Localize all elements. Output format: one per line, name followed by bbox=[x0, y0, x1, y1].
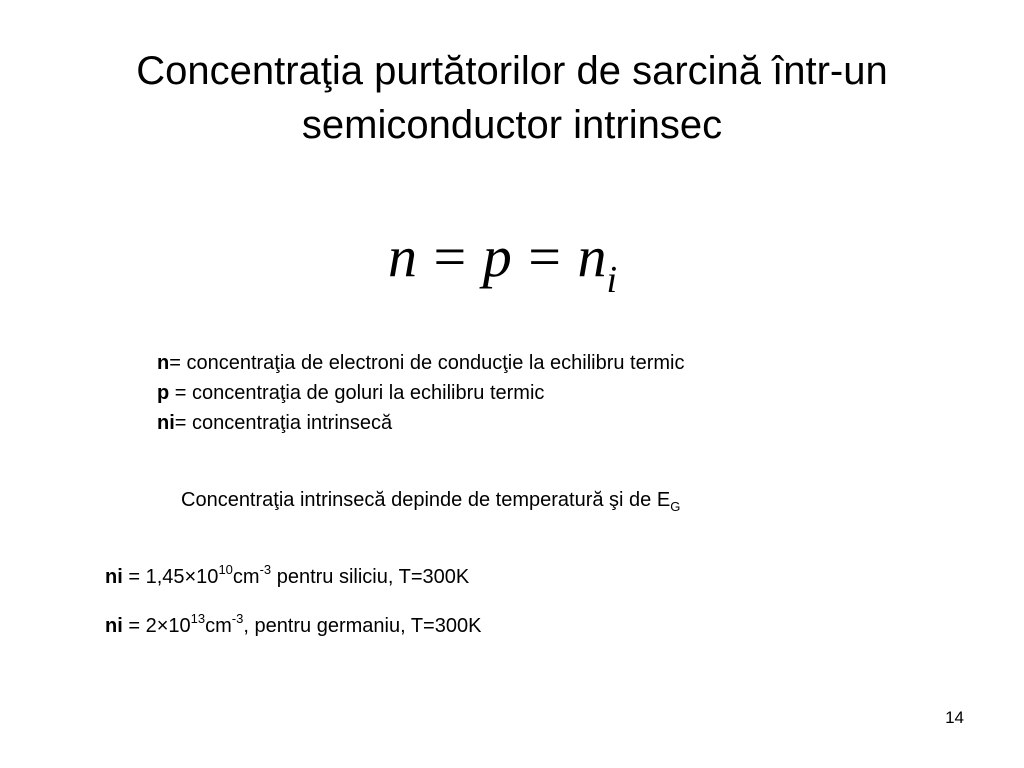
definition-symbol: ni bbox=[157, 412, 175, 434]
value-symbol: ni bbox=[105, 615, 123, 637]
slide-title-line-2: semiconductor intrinsec bbox=[301, 103, 723, 147]
value-suffix: pentru siliciu, T=300K bbox=[271, 566, 470, 588]
slide-title-line-1: Concentraţia purtătorilor de sarcină într-un bbox=[136, 49, 888, 93]
value-unit-exponent: -3 bbox=[259, 562, 272, 577]
definition-symbol: p bbox=[157, 382, 170, 404]
definition-ni bbox=[157, 408, 685, 438]
value-prefix: = 1,45×10 bbox=[122, 566, 219, 588]
main-formula bbox=[388, 222, 688, 302]
value-unit-exponent: -3 bbox=[231, 611, 244, 626]
value-silicon bbox=[105, 563, 481, 593]
values-list bbox=[105, 563, 481, 661]
formula-n: n bbox=[388, 224, 417, 289]
definition-p bbox=[157, 378, 685, 408]
value-symbol: ni bbox=[105, 566, 123, 588]
page-number: 14 bbox=[945, 708, 964, 727]
dependence-subscript: G bbox=[670, 499, 681, 514]
dependence-statement bbox=[181, 486, 680, 516]
formula-p: p bbox=[482, 224, 512, 289]
slide-title bbox=[40, 44, 984, 152]
formula-ni-subscript: i bbox=[606, 259, 617, 301]
value-unit: cm bbox=[232, 566, 260, 588]
definition-text: = concentraţia intrinsecă bbox=[174, 412, 393, 434]
value-exponent: 10 bbox=[218, 562, 233, 577]
formula-equals-1: = bbox=[433, 224, 467, 289]
definition-text: = concentraţia de goluri la echilibru termic bbox=[169, 382, 545, 404]
value-exponent: 13 bbox=[190, 611, 206, 626]
value-suffix: , pentru germaniu, T=300K bbox=[243, 615, 482, 637]
dependence-text: Concentraţia intrinsecă depinde de temperatură şi de E bbox=[181, 489, 671, 511]
formula-equals-2: = bbox=[528, 224, 561, 289]
definition-text: = concentraţia de electroni de conducţie la echilibru termic bbox=[169, 352, 685, 374]
definitions-list bbox=[157, 348, 685, 438]
value-prefix: = 2×10 bbox=[122, 615, 191, 637]
formula-ni-base: n bbox=[577, 224, 607, 289]
definition-symbol: n bbox=[157, 352, 170, 374]
value-unit: cm bbox=[205, 615, 232, 637]
value-germanium bbox=[105, 612, 481, 642]
definition-n bbox=[157, 348, 685, 378]
